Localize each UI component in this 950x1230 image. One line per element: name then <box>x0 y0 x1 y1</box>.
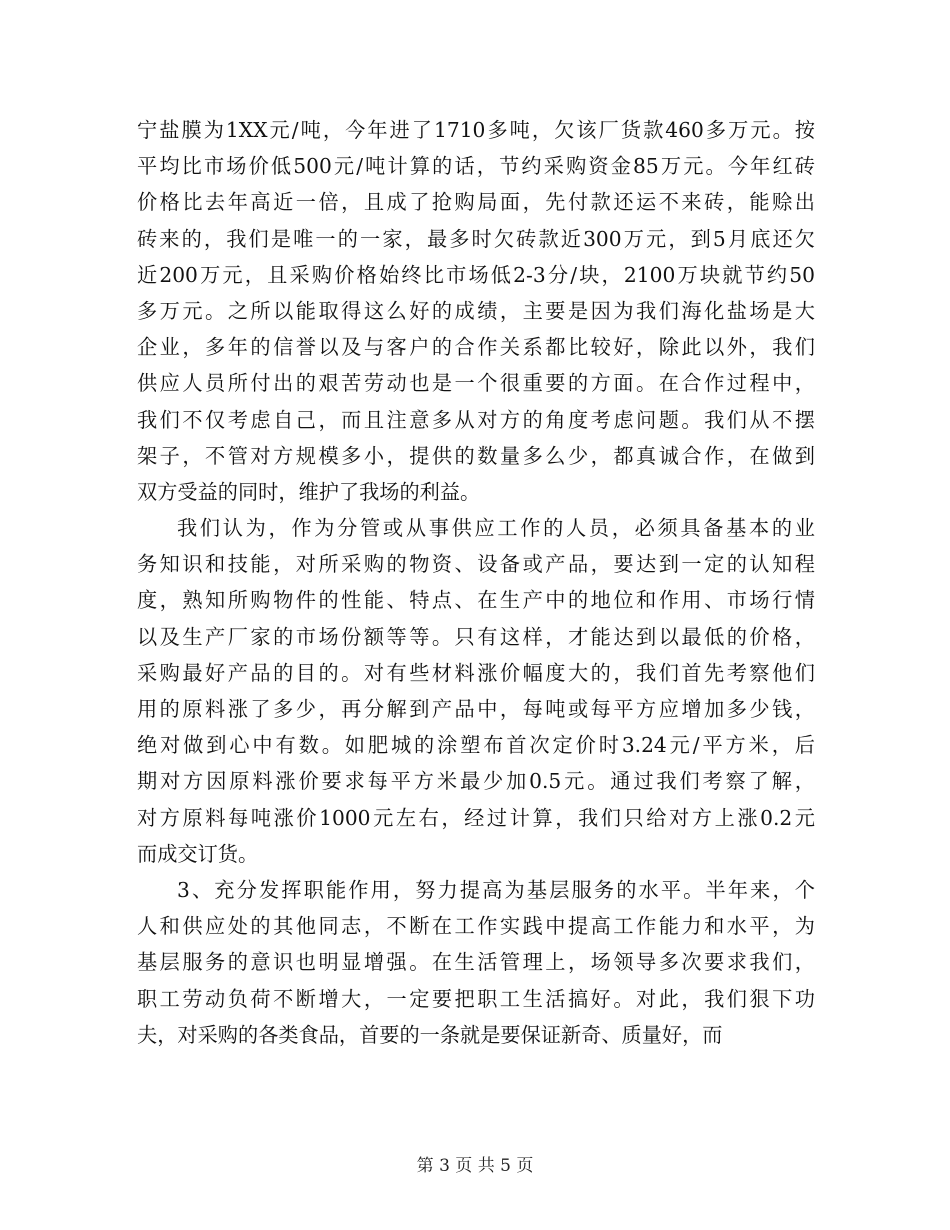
page-number-footer: 第 3 页 共 5 页 <box>416 1156 534 1176</box>
text-line: 3、充分发挥职能作用，努力提高为基层服务的水平。半年来，个 <box>177 877 815 902</box>
text-line: 而成交订货。 <box>137 841 259 866</box>
text-line: 近200万元，且采购价格始终比市场低2-3分/块，2100万块就节约50 <box>137 262 815 287</box>
text-line: 架子，不管对方规模多小，提供的数量多么少，都真诚合作，在做到 <box>137 443 815 468</box>
paragraph-1 <box>137 112 815 510</box>
text-line: 夫，对采购的各类食品，首要的一条就是要保证新奇、质量好，而 <box>137 1022 723 1047</box>
text-line: 多万元。之所以能取得这么好的成绩，主要是因为我们海化盐场是大 <box>137 298 815 323</box>
text-line: 务知识和技能，对所采购的物资、设备或产品，要达到一定的认知程 <box>137 552 815 577</box>
text-line: 人和供应处的其他同志，不断在工作实践中提高工作能力和水平，为 <box>137 914 815 939</box>
text-line: 以及生产厂家的市场份额等等。只有这样，才能达到以最低的价格， <box>137 624 815 649</box>
text-line: 供应人员所付出的艰苦劳动也是一个很重要的方面。在合作过程中， <box>137 371 815 396</box>
text-line: 期对方因原料涨价要求每平方米最少加0.5元。通过我们考察了解， <box>137 769 815 794</box>
text-line: 我们不仅考虑自己，而且注意多从对方的角度考虑问题。我们从不摆 <box>137 407 815 432</box>
text-line: 度，熟知所购物件的性能、特点、在生产中的地位和作用、市场行情 <box>137 588 815 613</box>
document-body <box>137 112 815 1053</box>
paragraph-2 <box>137 510 815 872</box>
text-line: 对方原料每吨涨价1000元左右，经过计算，我们只给对方上涨0.2元 <box>137 805 815 830</box>
text-line: 双方受益的同时，维护了我场的利益。 <box>137 479 481 504</box>
text-line: 职工劳动负荷不断增大，一定要把职工生活搞好。对此，我们狠下功 <box>137 986 815 1011</box>
text-line: 砖来的，我们是唯一的一家，最多时欠砖款近300万元，到5月底还欠 <box>137 226 815 251</box>
text-line: 绝对做到心中有数。如肥城的涂塑布首次定价时3.24元/平方米，后 <box>137 733 815 758</box>
text-line: 平均比市场价低500元/吨计算的话，节约采购资金85万元。今年红砖 <box>137 154 815 179</box>
paragraph-3 <box>137 872 815 1053</box>
text-line: 用的原料涨了多少，再分解到产品中，每吨或每平方应增加多少钱， <box>137 697 815 721</box>
text-line: 采购最好产品的目的。对有些材料涨价幅度大的，我们首先考察他们 <box>137 660 815 685</box>
text-line: 价格比去年高近一倍，且成了抢购局面，先付款还运不来砖，能赊出 <box>137 190 815 215</box>
text-line: 基层服务的意识也明显增强。在生活管理上，场领导多次要求我们， <box>137 950 815 975</box>
text-line: 宁盐膜为1XX元/吨，今年进了1710多吨，欠该厂货款460多万元。按 <box>137 118 815 142</box>
text-line: 企业，多年的信誉以及与客户的合作关系都比较好，除此以外，我们 <box>137 335 815 360</box>
text-line: 我们认为，作为分管或从事供应工作的人员，必须具备基本的业 <box>177 516 815 541</box>
